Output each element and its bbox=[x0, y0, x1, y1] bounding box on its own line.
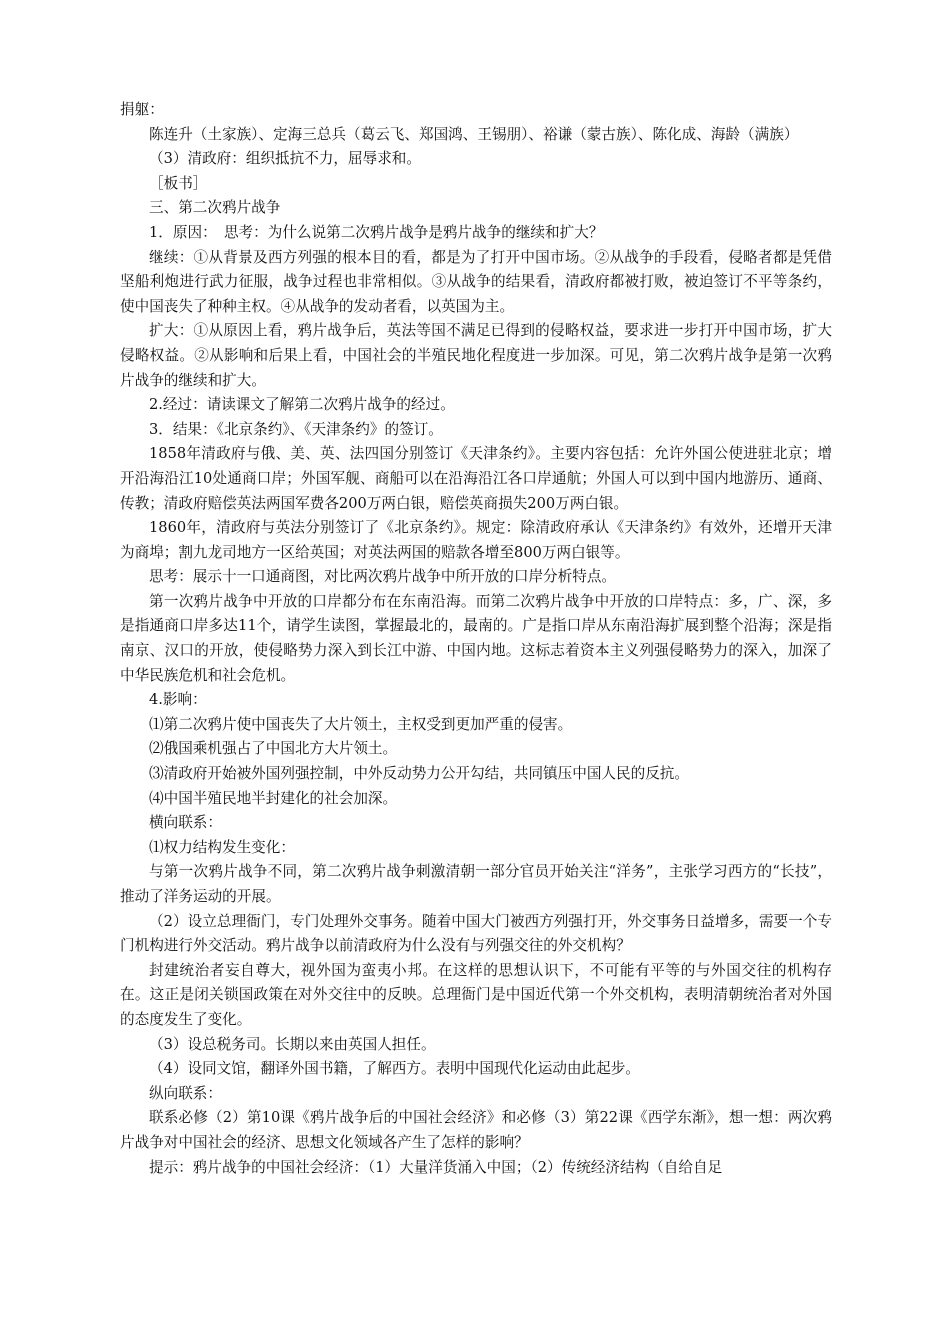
paragraph: 1860年，清政府与英法分别签订了《北京条约》。规定：除清政府承认《天津条约》有效外，还增开天津为商埠；割九龙司地方一区给英国；对英法两国的赔款各增至800万两白银等。 bbox=[120, 519, 832, 561]
paragraph: （2）设立总理衙门，专门处理外交事务。随着中国大门被西方列强打开，外交事务日益增多，需要一个专门机构进行外交活动。鸦片战争以前清政府为什么没有与列强交往的外交机构？ bbox=[120, 912, 832, 955]
document-page bbox=[120, 98, 832, 1180]
paragraph: 三、第二次鸦片战争 bbox=[149, 199, 281, 217]
paragraph: （4）设同文馆，翻译外国书籍，了解西方。表明中国现代化运动由此起步。 bbox=[149, 1060, 640, 1078]
paragraph: 横向联系： bbox=[149, 814, 222, 832]
paragraph: 3．结果：《北京条约》、《天津条约》的签订。 bbox=[149, 420, 443, 438]
paragraph: ⑴权力结构发生变化： bbox=[149, 838, 295, 856]
paragraph: 4.影响： bbox=[149, 691, 207, 709]
paragraph: 与第一次鸦片战争不同，第二次鸦片战争刺激清朝一部分官员开始关注“洋务”，主张学习西方的“长技”，推动了洋务运动的开展。 bbox=[120, 863, 832, 905]
paragraph: 思考：展示十一口通商图，对比两次鸦片战争中所开放的口岸分析特点。 bbox=[149, 568, 617, 586]
paragraph: 捐躯： bbox=[120, 101, 164, 118]
paragraph: ⑴第二次鸦片使中国丧失了大片领土，主权受到更加严重的侵害。 bbox=[149, 715, 573, 733]
paragraph: 联系必修（2）第10课《鸦片战争后的中国社会经济》和必修（3）第22课《西学东渐》，想一想：两次鸦片战争对中国社会的经济、思想文化领域各产生了怎样的影响？ bbox=[120, 1109, 832, 1151]
paragraph: 继续：①从背景及西方列强的根本目的看，都是为了打开中国市场。②从战争的手段看，侵略者都是凭借坚船利炮进行武力征服，战争过程也非常相似。③从战争的结果看，清政府都被打败，被迫签订不平等条约，使中国丧失了种种主权。④从战争的发动者看，以英国为主。 bbox=[120, 248, 832, 315]
paragraph: 2.经过：请读课文了解第二次鸦片战争的经过。 bbox=[149, 396, 455, 414]
paragraph: ［板书］ bbox=[149, 174, 208, 192]
paragraph: （3）设总税务司。长期以来由英国人担任。 bbox=[149, 1035, 436, 1053]
paragraph: 第一次鸦片战争中开放的口岸都分布在东南沿海。而第二次鸦片战争中开放的口岸特点：多，广、深，多是指通商口岸多达11个，请学生读图，掌握最北的，最南的。广是指口岸从东南沿海扩展到整个沿海；深是指南京、汉口的开放，使侵略势力深入到长江中游、中国内地。这标志着资本主义列强侵略势力的深入，加深了中华民族危机和社会危机。 bbox=[120, 592, 832, 684]
paragraph: 1858年清政府与俄、美、英、法四国分别签订《天津条约》。主要内容包括：允许外国公使进驻北京；增开沿海沿江10处通商口岸；外国军舰、商船可以在沿海沿江各口岸通航；外国人可以到中国内地游历、通商、传教；清政府赔偿英法两国军费各200万两白银，赔偿英商损失200万两白银。 bbox=[120, 445, 832, 512]
paragraph: 扩大：①从原因上看，鸦片战争后，英法等国不满足已得到的侵略权益，要求进一步打开中国市场，扩大侵略权益。②从影响和后果上看，中国社会的半殖民地化程度进一步加深。可见，第二次鸦片战争是第一次鸦片战争的继续和扩大。 bbox=[120, 322, 832, 389]
paragraph: 纵向联系： bbox=[149, 1084, 222, 1102]
paragraph: 封建统治者妄自尊大，视外国为蛮夷小邦。在这样的思想认识下，不可能有平等的与外国交往的机构存在。这正是闭关锁国政策在对外交往中的反映。总理衙门是中国近代第一个外交机构，表明清朝统治者对外国的态度发生了变化。 bbox=[120, 961, 832, 1028]
paragraph: 陈连升（土家族）、定海三总兵（葛云飞、郑国鸿、王锡朋）、裕谦（蒙古族）、陈化成、海龄（满族） bbox=[149, 125, 799, 143]
paragraph: ⑶清政府开始被外国列强控制，中外反动势力公开勾结，共同镇压中国人民的反抗。 bbox=[149, 765, 689, 783]
paragraph: ⑵俄国乘机强占了中国北方大片领土。 bbox=[149, 740, 398, 758]
paragraph: ⑷中国半殖民地半封建化的社会加深。 bbox=[149, 789, 398, 807]
paragraph: （3）清政府：组织抵抗不力，屈辱求和。 bbox=[149, 150, 421, 168]
paragraph: 提示：鸦片战争的中国社会经济：（1）大量洋货涌入中国；（2）传统经济结构（自给自足 bbox=[149, 1158, 723, 1176]
paragraph: 1．原因： 思考：为什么说第二次鸦片战争是鸦片战争的继续和扩大？ bbox=[149, 223, 604, 241]
